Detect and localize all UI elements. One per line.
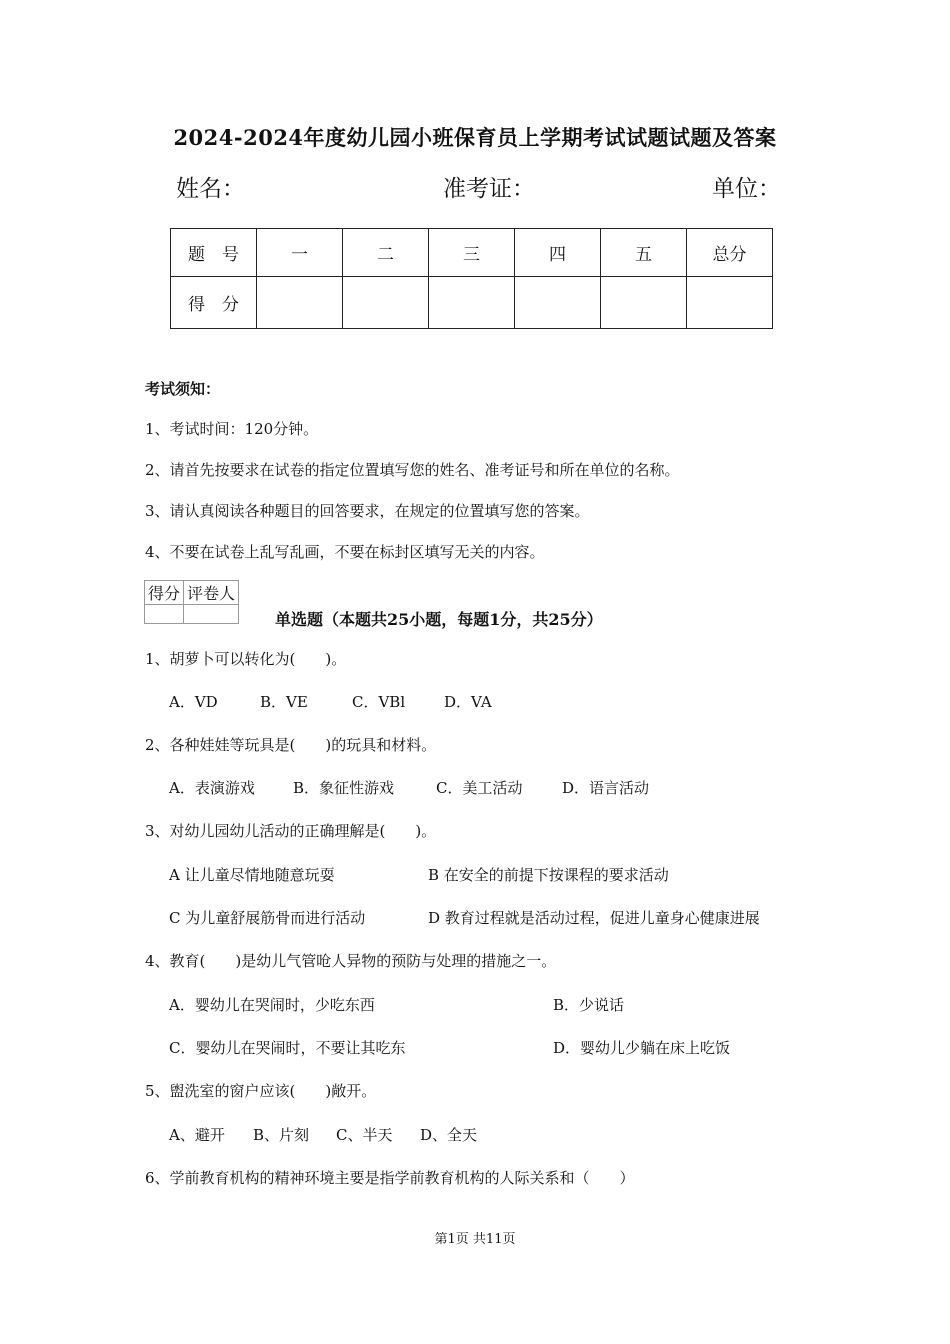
score-input-cell[interactable] [257, 277, 343, 329]
score-header-cell: 五 [601, 229, 687, 277]
exam-id-field-label: 准考证： [443, 176, 535, 202]
question-stem: 4、教育( )是幼儿气管呛人异物的预防与处理的措施之一。 [145, 952, 557, 970]
score-header-cell: 一 [257, 229, 343, 277]
option-c[interactable]: C、半天 [336, 1126, 393, 1144]
score-header-cell: 题 号 [171, 229, 257, 277]
section-title: 单选题（本题共25小题，每题1分，共25分） [275, 610, 603, 629]
option-a[interactable]: A．VD [169, 693, 218, 711]
score-input-cell[interactable] [687, 277, 773, 329]
question-stem: 1、胡萝卜可以转化为( )。 [145, 650, 347, 668]
score-header-cell: 总分 [687, 229, 773, 277]
score-header-cell: 四 [515, 229, 601, 277]
option-d[interactable]: D．VA [444, 693, 492, 711]
grader-score-label: 得分 [145, 581, 184, 605]
score-table-header-row [171, 229, 773, 277]
grader-box [144, 580, 239, 624]
question-stem: 5、盥洗室的窗户应该( )敞开。 [145, 1082, 377, 1100]
grader-score-cell[interactable] [145, 605, 184, 624]
option-b[interactable]: B．少说话 [553, 996, 625, 1014]
notice-item: 4、不要在试卷上乱写乱画，不要在标封区填写无关的内容。 [145, 543, 545, 561]
notice-item: 3、请认真阅读各种题目的回答要求，在规定的位置填写您的答案。 [145, 502, 590, 520]
option-b[interactable]: B．VE [260, 693, 308, 711]
option-b[interactable]: B、片刻 [253, 1126, 310, 1144]
option-b[interactable]: B．象征性游戏 [293, 779, 395, 797]
score-row-label: 得 分 [171, 277, 257, 329]
name-field-label: 姓名： [176, 176, 245, 202]
grader-name-cell[interactable] [184, 605, 239, 624]
option-b[interactable]: B 在安全的前提下按课程的要求活动 [428, 866, 669, 884]
score-header-cell: 三 [429, 229, 515, 277]
score-input-cell[interactable] [515, 277, 601, 329]
option-c[interactable]: C．VBl [352, 693, 406, 711]
unit-field-label: 单位： [712, 176, 781, 202]
page-title: 2024-2024年度幼儿园小班保育员上学期考试试题试题及答案 [173, 125, 777, 150]
option-a[interactable]: A 让儿童尽情地随意玩耍 [169, 866, 335, 884]
notice-heading: 考试须知： [145, 380, 221, 398]
score-table-score-row [171, 277, 773, 329]
option-d[interactable]: D．婴幼儿少躺在床上吃饭 [553, 1039, 731, 1057]
score-table [170, 228, 773, 329]
question-stem: 6、学前教育机构的精神环境主要是指学前教育机构的人际关系和（ ） [145, 1169, 635, 1187]
option-c[interactable]: C．美工活动 [436, 779, 523, 797]
option-d[interactable]: D 教育过程就是活动过程，促进儿童身心健康进展 [428, 909, 760, 927]
question-stem: 2、各种娃娃等玩具是( )的玩具和材料。 [145, 736, 437, 754]
notice-item: 1、考试时间：120分钟。 [145, 420, 319, 438]
option-c[interactable]: C．婴幼儿在哭闹时，不要让其吃东 [169, 1039, 406, 1057]
option-d[interactable]: D．语言活动 [562, 779, 650, 797]
option-a[interactable]: A、避开 [169, 1126, 225, 1144]
page-footer: 第1页 共11页 [434, 1232, 516, 1247]
option-a[interactable]: A．表演游戏 [169, 779, 255, 797]
option-a[interactable]: A．婴幼儿在哭闹时，少吃东西 [169, 996, 375, 1014]
grader-name-label: 评卷人 [184, 581, 239, 605]
option-d[interactable]: D、全天 [420, 1126, 478, 1144]
question-stem: 3、对幼儿园幼儿活动的正确理解是( )。 [145, 822, 437, 840]
score-input-cell[interactable] [343, 277, 429, 329]
notice-item: 2、请首先按要求在试卷的指定位置填写您的姓名、准考证号和所在单位的名称。 [145, 461, 680, 479]
score-input-cell[interactable] [429, 277, 515, 329]
score-input-cell[interactable] [601, 277, 687, 329]
score-header-cell: 二 [343, 229, 429, 277]
option-c[interactable]: C 为儿童舒展筋骨而进行活动 [169, 909, 366, 927]
